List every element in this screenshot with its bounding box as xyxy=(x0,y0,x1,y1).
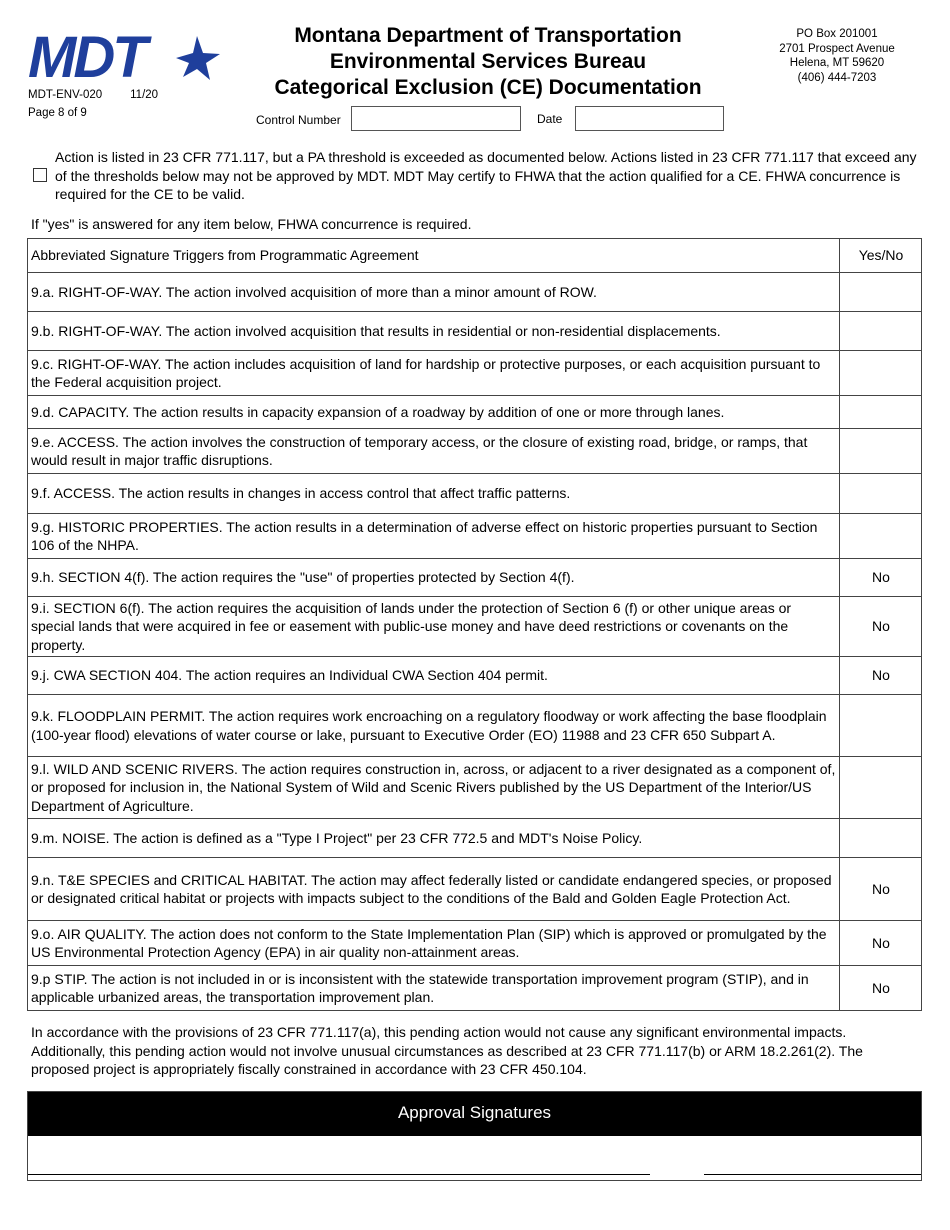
date-field[interactable] xyxy=(575,106,724,131)
answer-cell[interactable] xyxy=(840,819,922,858)
table-row xyxy=(28,559,922,597)
pa-threshold-checkbox[interactable] xyxy=(33,168,47,182)
table-row xyxy=(28,657,922,695)
form-number-value: MDT-ENV-020 xyxy=(28,89,103,101)
trigger-text: 9.f. ACCESS. The action results in changes in access control that affect traffic patterns. xyxy=(28,474,840,514)
answer-cell[interactable] xyxy=(840,514,922,559)
signature-line[interactable] xyxy=(28,1174,650,1175)
table-row xyxy=(28,966,922,1011)
trigger-text: 9.d. CAPACITY. The action results in capacity expansion of a roadway by addition of one or more through lanes. xyxy=(28,396,840,429)
table-row xyxy=(28,396,922,429)
table-row xyxy=(28,858,922,921)
table-row xyxy=(28,474,922,514)
answer-cell[interactable]: No xyxy=(840,657,922,695)
agency-title: Montana Department of Transportation xyxy=(294,24,682,47)
address-line: PO Box 201001 xyxy=(796,28,878,40)
phone-number: (406) 444-7203 xyxy=(797,71,877,84)
date-label: Date xyxy=(537,112,563,126)
trigger-text: 9.a. RIGHT-OF-WAY. The action involved acquisition of more than a minor amount of ROW. xyxy=(28,273,840,312)
trigger-text: 9.g. HISTORIC PROPERTIES. The action results in a determination of adverse effect on historic properties pursuant to Section 106 of the NHPA. xyxy=(28,514,840,559)
table-row xyxy=(28,312,922,351)
answer-cell[interactable]: No xyxy=(840,597,922,657)
page-number: Page 8 of 9 xyxy=(28,107,87,119)
trigger-text: 9.i. SECTION 6(f). The action requires the acquisition of lands under the protection of Section 6 (f) or other unique areas or special lands that were acquired in fee or easement with public-use money and have deed restrictions or covenants on the property. xyxy=(28,597,840,657)
approval-signatures-header: Approval Signatures xyxy=(28,1092,921,1136)
agency-address xyxy=(762,27,912,85)
answer-cell[interactable]: No xyxy=(840,559,922,597)
trigger-text: 9.e. ACCESS. The action involves the construction of temporary access, or the closure of existing road, bridge, or ramps, that would result in major traffic disruptions. xyxy=(28,429,840,474)
signature-triggers-table xyxy=(27,238,922,1011)
table-row xyxy=(28,597,922,657)
table-row xyxy=(28,819,922,858)
certification-statement: In accordance with the provisions of 23 CFR 771.117(a), this pending action would not cause any significant environmental impacts. Additionally, this pending action would not involve unusual circumstances as described at 23 CFR 771.117(b) or ARM 18.2.261(2). The proposed project is appropriately fiscally constrained in accordance with 23 CFR 450.104. xyxy=(31,1024,863,1077)
trigger-text: 9.p STIP. The action is not included in or is inconsistent with the statewide transportation improvement program (STIP), and in applicable urbanized areas, the transportation improvement plan. xyxy=(28,966,840,1011)
form-date: 11/20 xyxy=(130,89,159,101)
trigger-text: 9.j. CWA SECTION 404. The action requires an Individual CWA Section 404 permit. xyxy=(28,657,840,695)
answer-cell[interactable] xyxy=(840,351,922,396)
answer-cell[interactable] xyxy=(840,695,922,757)
answer-cell[interactable] xyxy=(840,273,922,312)
answer-cell[interactable] xyxy=(840,474,922,514)
table-header-label: Abbreviated Signature Triggers from Programmatic Agreement xyxy=(28,239,840,273)
address-line: Helena, MT 59620 xyxy=(789,57,885,69)
table-row xyxy=(28,921,922,966)
answer-cell[interactable] xyxy=(840,429,922,474)
trigger-text: 9.m. NOISE. The action is defined as a "Type I Project" per 23 CFR 772.5 and MDT's Noise Policy. xyxy=(28,819,840,858)
table-row xyxy=(28,351,922,396)
answer-cell[interactable]: No xyxy=(840,966,922,1011)
answer-cell[interactable]: No xyxy=(840,921,922,966)
trigger-text: 9.n. T&E SPECIES and CRITICAL HABITAT. The action may affect federally listed or candidate endangered species, or proposed or designated critical habitat or projects with impacts subject to the conditions of the Bald and Golden Eagle Protection Act. xyxy=(28,858,840,921)
table-row xyxy=(28,514,922,559)
answer-cell[interactable] xyxy=(840,312,922,351)
trigger-text: 9.h. SECTION 4(f). The action requires the "use" of properties protected by Section 4(f). xyxy=(28,559,840,597)
mdt-logo xyxy=(26,22,224,88)
form-number xyxy=(28,89,158,101)
table-header-answer: Yes/No xyxy=(840,239,922,273)
control-number-field[interactable] xyxy=(351,106,521,131)
trigger-text: 9.l. WILD AND SCENIC RIVERS. The action requires construction in, across, or adjacent to a river designated as a component of, or proposed for inclusion in, the National System of Wild and Scenic Rivers published by the US Department of the Interior/US Department of Agriculture. xyxy=(28,757,840,819)
address-line: 2701 Prospect Avenue xyxy=(779,42,895,55)
table-row xyxy=(28,695,922,757)
trigger-text: 9.c. RIGHT-OF-WAY. The action includes acquisition of land for hardship or protective purposes, or each acquisition pursuant to the Federal acquisition project. xyxy=(28,351,840,396)
document-titles xyxy=(250,23,726,101)
answer-cell[interactable] xyxy=(840,757,922,819)
table-row xyxy=(28,273,922,312)
signature-date-line[interactable] xyxy=(704,1174,921,1175)
pa-threshold-text: Action is listed in 23 CFR 771.117, but a PA threshold is exceeded as documented below. Actions listed in 23 CFR 771.117 that exceed any of the thresholds below may not be approved by MDT. MDT May certify to FHWA that the action qualified for a CE. FHWA concurrence is required for the CE to be valid. xyxy=(55,149,917,202)
trigger-text: 9.b. RIGHT-OF-WAY. The action involved acquisition that results in residential or non-residential displacements. xyxy=(28,312,840,351)
logo-text: MDT xyxy=(28,25,145,88)
table-header-row xyxy=(28,239,922,273)
document-title: Categorical Exclusion (CE) Documentation xyxy=(274,76,702,99)
table-row xyxy=(28,429,922,474)
bureau-title: Environmental Services Bureau xyxy=(329,50,647,73)
answer-cell[interactable] xyxy=(840,396,922,429)
control-number-label: Control Number xyxy=(256,113,341,127)
fhwa-note: If "yes" is answered for any item below, FHWA concurrence is required. xyxy=(31,216,472,232)
trigger-text: 9.k. FLOODPLAIN PERMIT. The action requires work encroaching on a regulatory floodway or work affecting the base floodplain (100-year flood) elevations of water course or lake, pursuant to Executive Order (EO) 11988 and 23 CFR 650 Subpart A. xyxy=(28,695,840,757)
table-row xyxy=(28,757,922,819)
approval-signatures-section xyxy=(27,1091,922,1181)
trigger-text: 9.o. AIR QUALITY. The action does not conform to the State Implementation Plan (SIP) which is approved or promulgated by the US Environmental Protection Agency (EPA) in air quality non-attainment areas. xyxy=(28,921,840,966)
answer-cell[interactable]: No xyxy=(840,858,922,921)
